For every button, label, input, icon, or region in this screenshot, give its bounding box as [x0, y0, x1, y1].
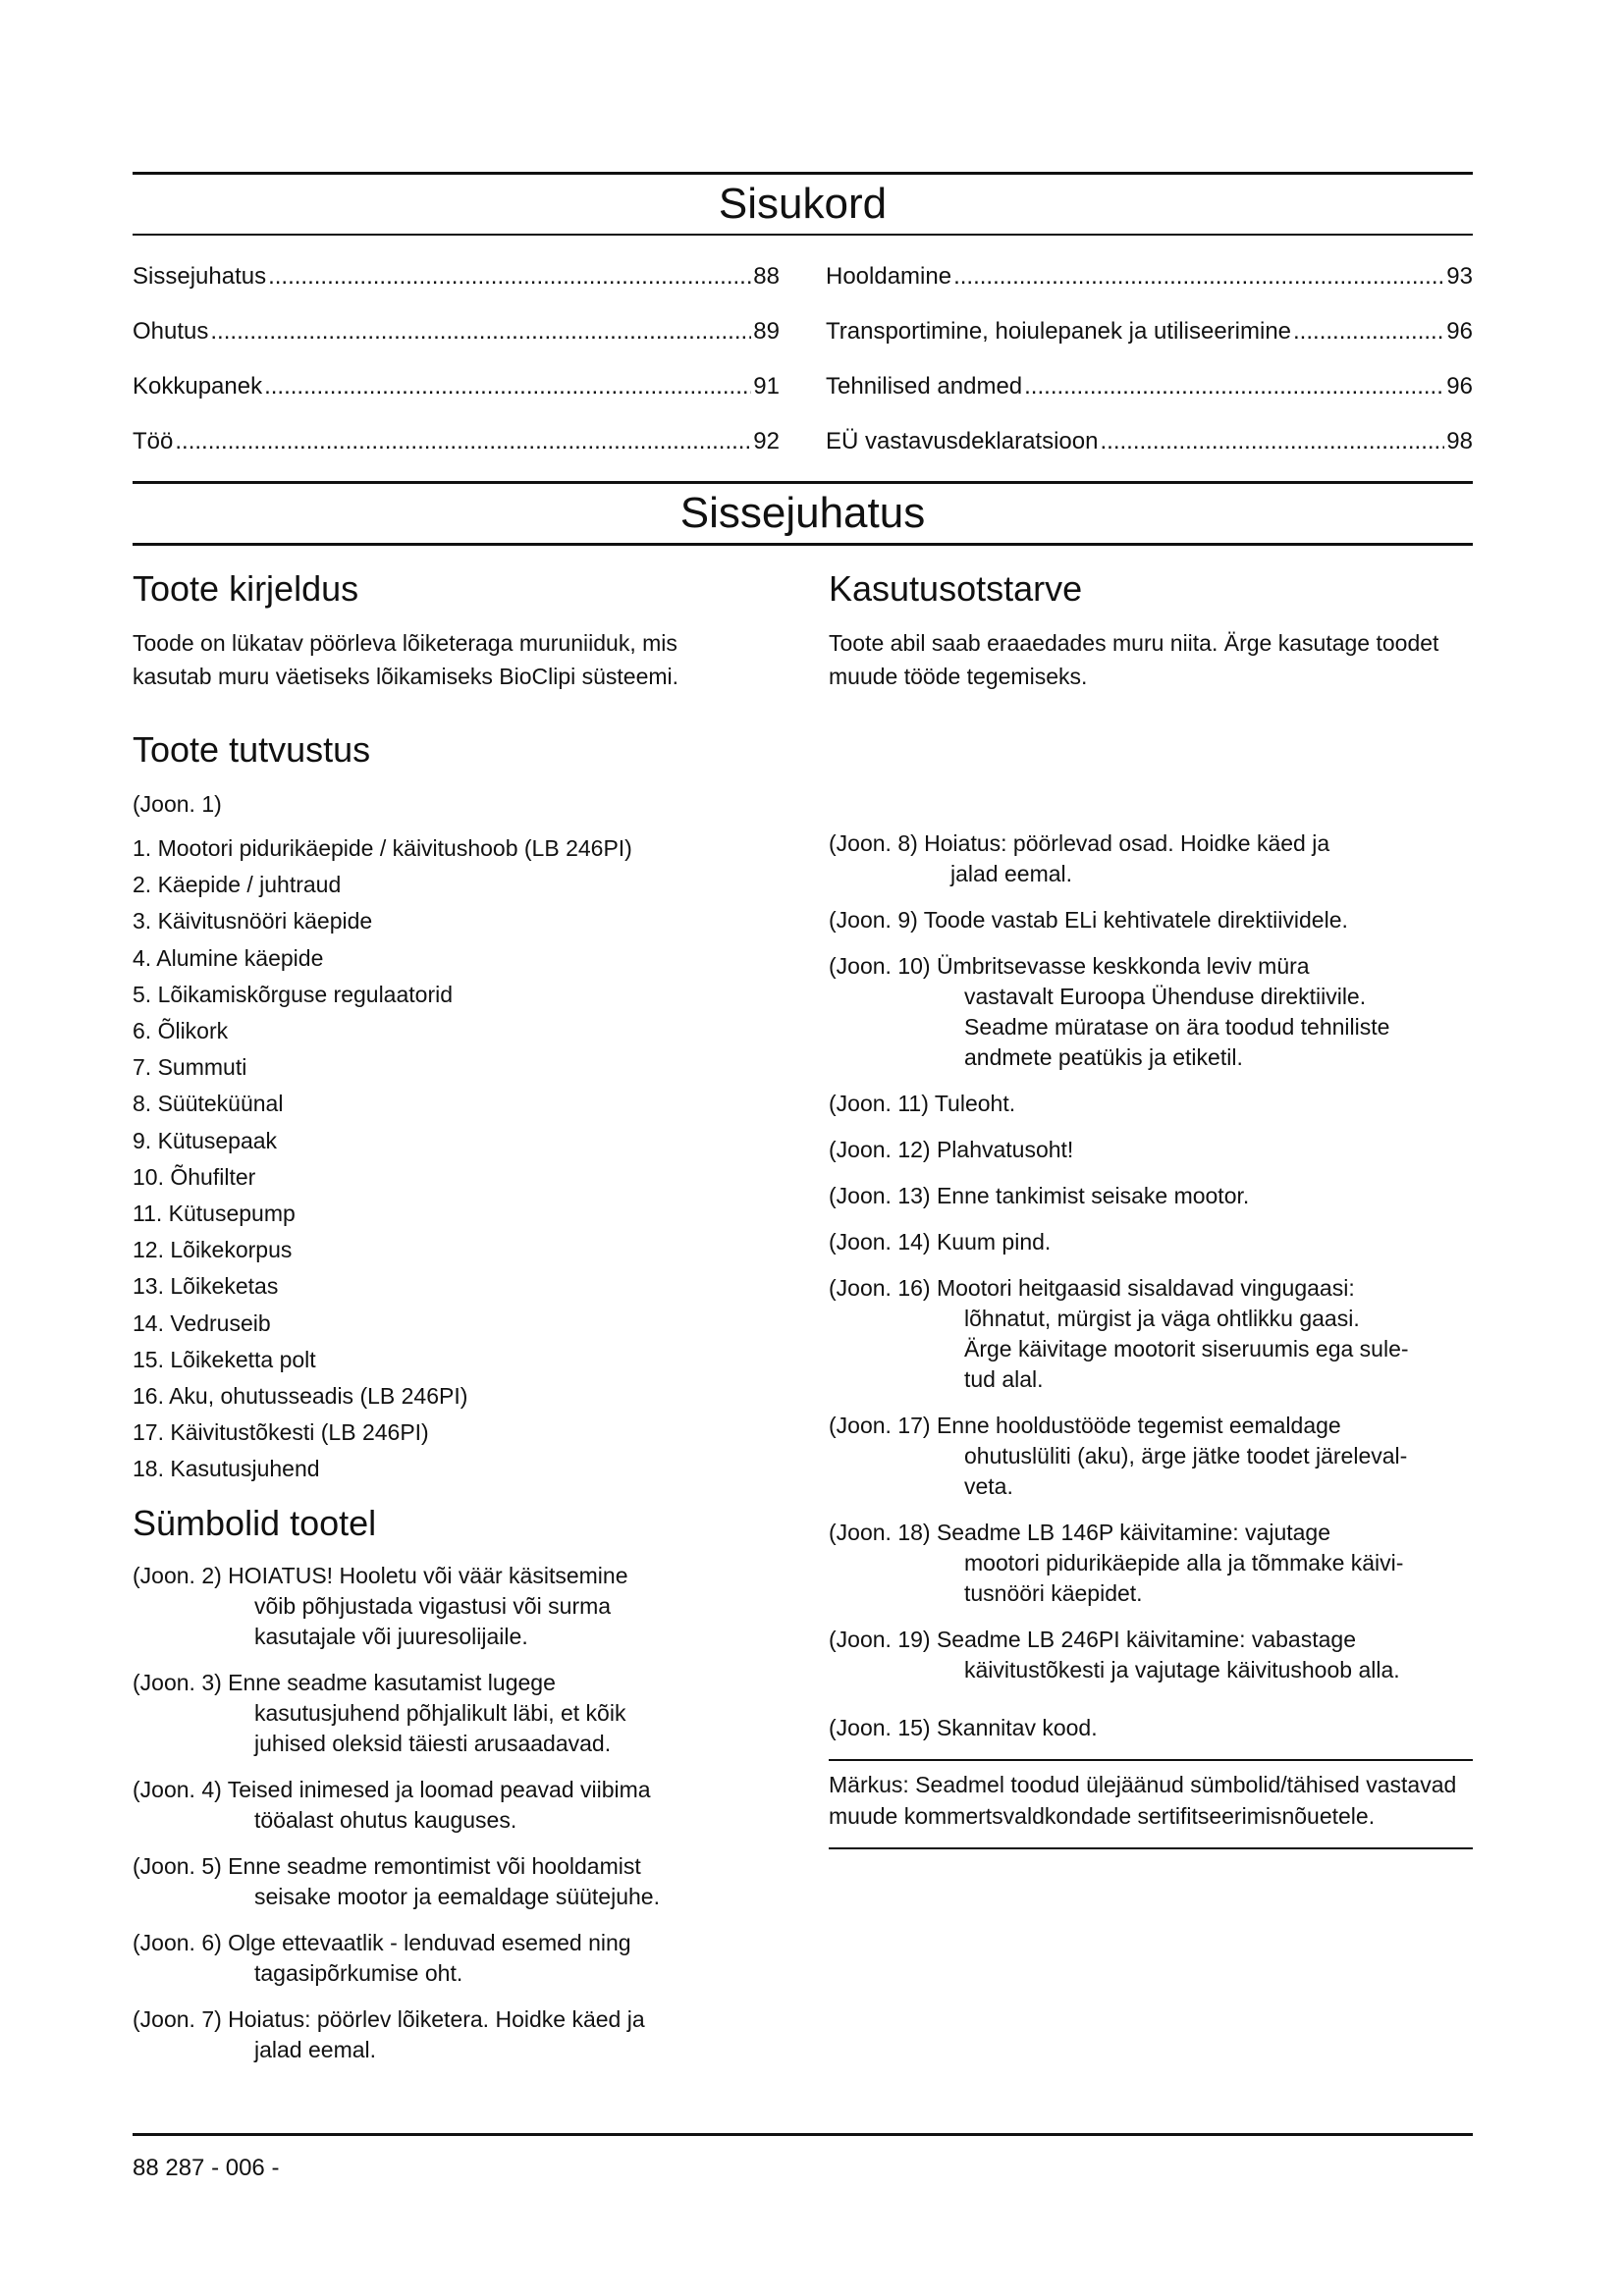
symbol-entry	[133, 2004, 746, 2065]
symbol-text-line: lõhnatut, mürgist ja väga ohtlikku gaasi.	[964, 1306, 1360, 1331]
symbol-entry	[829, 1518, 1473, 1609]
note-label: Märkus:	[829, 1772, 909, 1797]
symbol-text-line: juhised oleksid täiesti arusaadavad.	[254, 1730, 612, 1756]
toc-entry[interactable]	[826, 414, 1473, 469]
symbols-heading: Sümbolid tootel	[133, 1502, 377, 1543]
product-description-heading: Toote kirjeldus	[133, 568, 359, 609]
symbol-text-line: veta.	[964, 1473, 1013, 1499]
symbol-text-line: Ärge käivitage mootorit siseruumis ega sule-	[964, 1336, 1409, 1362]
parts-list-item: 7. Summuti	[133, 1054, 247, 1081]
symbol-entry	[829, 1135, 1473, 1165]
symbol-figure-ref: (Joon. 2)	[133, 1562, 222, 1588]
symbol-text-line: Seadme müratase on ära toodud tehniliste	[964, 1014, 1390, 1040]
symbol-figure-ref: (Joon. 16)	[829, 1275, 931, 1301]
parts-list-item: 12. Lõikekorpus	[133, 1237, 293, 1263]
toc-entry-page: 89	[753, 318, 780, 345]
parts-list-item: 4. Alumine käepide	[133, 944, 324, 971]
symbol-text-line: Kuum pind.	[936, 1229, 1052, 1255]
parts-list-item: 8. Süüteküünal	[133, 1091, 284, 1117]
toc-entry-label: Töö	[133, 428, 174, 454]
toc-leader	[210, 304, 751, 359]
figure-reference: (Joon. 1)	[133, 791, 222, 817]
symbol-text-line: Tuleoht.	[934, 1091, 1016, 1116]
symbol-figure-ref: (Joon. 3)	[133, 1669, 222, 1695]
symbol-entry	[133, 1775, 746, 1836]
symbol-entry	[133, 1561, 746, 1652]
symbol-text-line: tagasipõrkumise oht.	[254, 1959, 463, 1986]
symbol-text-line: Enne seadme kasutamist lugege	[228, 1669, 556, 1695]
toc-leader	[268, 249, 751, 304]
toc-leader	[1293, 304, 1444, 359]
toc-leader	[953, 249, 1444, 304]
toc-entry-page: 96	[1446, 373, 1473, 400]
toc-entry-page: 98	[1446, 428, 1473, 454]
symbol-entry	[133, 1851, 746, 1912]
symbol-figure-ref: (Joon. 10)	[829, 953, 931, 979]
parts-list-item: 5. Lõikamiskõrguse regulaatorid	[133, 981, 454, 1007]
toc-entry-label: EÜ vastavusdeklaratsioon	[826, 428, 1099, 454]
intro-columns	[133, 546, 1473, 2081]
symbol-entry	[829, 1625, 1473, 1685]
parts-list-item: 14. Vedruseib	[133, 1309, 271, 1336]
toc-entry[interactable]	[133, 304, 780, 359]
symbol-entry	[829, 1713, 1473, 1743]
symbol-text-line: Teised inimesed ja loomad peavad viibima	[227, 1776, 651, 1802]
symbol-text-line: Seadme LB 146P käivitamine: vajutage	[936, 1520, 1331, 1545]
symbol-entry	[829, 951, 1473, 1073]
parts-list-item: 3. Käivitusnööri käepide	[133, 908, 373, 934]
symbol-text-line: Toode vastab ELi kehtivatele direktiividele.	[923, 907, 1348, 933]
table-of-contents	[133, 236, 1473, 469]
symbol-figure-ref: (Joon. 7)	[133, 2005, 222, 2032]
toc-entry-page: 91	[753, 373, 780, 400]
toc-right-column	[826, 249, 1473, 469]
symbol-figure-ref: (Joon. 14)	[829, 1229, 931, 1255]
symbols-left-list	[133, 1561, 746, 2065]
intro-left-column	[133, 546, 746, 2081]
symbol-text-line: Enne hooldustööde tegemist eemaldage	[936, 1413, 1341, 1438]
symbol-text-line: Olge ettevaatlik - lenduvad esemed ning	[228, 1929, 631, 1955]
note-box	[829, 1759, 1473, 1849]
symbol-figure-ref: (Joon. 11)	[829, 1091, 929, 1116]
symbol-entry	[829, 905, 1473, 935]
symbol-entry	[829, 828, 1473, 889]
symbol-text-line: Seadme LB 246PI käivitamine: vabastage	[936, 1627, 1356, 1652]
parts-list-item: 2. Käepide / juhtraud	[133, 872, 342, 898]
parts-list-item: 6. Õlikork	[133, 1018, 229, 1044]
symbol-text-line: Enne seadme remontimist või hooldamist	[228, 1852, 641, 1879]
toc-entry-page: 92	[753, 428, 780, 454]
toc-leader	[1024, 359, 1444, 414]
symbol-entry	[829, 1273, 1473, 1395]
toc-entry-page: 96	[1446, 318, 1473, 345]
parts-list-item: 13. Lõikeketas	[133, 1273, 279, 1300]
symbol-figure-ref: (Joon. 5)	[133, 1852, 222, 1879]
toc-title: Sisukord	[718, 180, 888, 228]
symbol-figure-ref: (Joon. 19)	[829, 1627, 931, 1652]
symbol-entry	[133, 1928, 746, 1989]
symbol-text-line: Skannitav kood.	[936, 1715, 1098, 1740]
parts-list-item: 15. Lõikeketta polt	[133, 1346, 316, 1372]
symbol-text-line: Hoiatus: pöörlev lõiketera. Hoidke käed ja	[228, 2005, 645, 2032]
toc-entry-label: Sissejuhatus	[133, 263, 267, 290]
symbol-text-line: jalad eemal.	[254, 2036, 377, 2062]
toc-entry[interactable]	[826, 359, 1473, 414]
symbol-figure-ref: (Joon. 12)	[829, 1137, 931, 1162]
intro-right-column	[829, 546, 1473, 2081]
toc-leader	[1100, 414, 1444, 469]
parts-list-item: 1. Mootori pidurikäepide / käivitushoob (LB 246PI)	[133, 835, 632, 861]
symbol-entry	[133, 1668, 746, 1759]
symbol-text-line: Hoiatus: pöörlevad osad. Hoidke käed ja	[924, 830, 1330, 856]
toc-entry[interactable]	[826, 304, 1473, 359]
intended-use-text: Toote abil saab eraaedades muru niita. Ärge kasutage toodet muude tööde tegemiseks.	[829, 630, 1439, 689]
page-footer: 88 287 - 006 -	[133, 2155, 280, 2181]
product-description-text: Toode on lükatav pöörleva lõiketeraga muruniiduk, mis kasutab muru väetiseks lõikamiseks BioClipi süsteemi.	[133, 630, 679, 689]
note-text: Seadmel toodud ülejäänud sümbolid/tähised vastavad muude kommertsvaldkondade sertifitseerimisnõuetele.	[829, 1772, 1457, 1829]
symbol-text-line: Mootori heitgaasid sisaldavad vingugaasi:	[936, 1275, 1355, 1301]
toc-entry-label: Tehnilised andmed	[826, 373, 1023, 400]
parts-list-item: 10. Õhufilter	[133, 1163, 256, 1190]
intro-title: Sissejuhatus	[679, 489, 926, 537]
symbol-figure-ref: (Joon. 6)	[133, 1929, 222, 1955]
symbol-figure-ref: (Joon. 17)	[829, 1413, 931, 1438]
intended-use-heading: Kasutusotstarve	[829, 568, 1083, 609]
symbol-entry	[829, 1227, 1473, 1257]
symbol-figure-ref: (Joon. 15)	[829, 1715, 931, 1740]
symbol-text-line: kasutusjuhend põhjalikult läbi, et kõik	[254, 1699, 626, 1726]
toc-entry[interactable]	[133, 359, 780, 414]
symbol-figure-ref: (Joon. 8)	[829, 830, 918, 856]
symbol-text-line: ohutuslüliti (aku), ärge jätke toodet järeleval-	[964, 1443, 1408, 1468]
toc-entry-label: Ohutus	[133, 318, 209, 345]
toc-entry[interactable]	[133, 249, 780, 304]
symbol-text-line: käivitustõkesti ja vajutage käivitushoob alla.	[964, 1657, 1400, 1682]
symbol-text-line: vastavalt Euroopa Ühenduse direktiivile.	[964, 984, 1367, 1009]
symbol-figure-ref: (Joon. 4)	[133, 1776, 222, 1802]
parts-list	[133, 830, 746, 1488]
symbol-text-line: tööalast ohutus kauguses.	[254, 1806, 517, 1833]
toc-entry-label: Kokkupanek	[133, 373, 263, 400]
symbol-text-line: Plahvatusoht!	[936, 1137, 1074, 1162]
symbol-text-line: HOIATUS! Hooletu või väär käsitsemine	[228, 1562, 628, 1588]
symbol-figure-ref: (Joon. 13)	[829, 1183, 931, 1208]
symbol-text-line: jalad eemal.	[950, 861, 1073, 886]
product-overview-heading: Toote tutvustus	[133, 729, 371, 770]
parts-list-item: 16. Aku, ohutusseadis (LB 246PI)	[133, 1383, 468, 1410]
footer-rule	[133, 2133, 1473, 2136]
parts-list-item: 17. Käivitustõkesti (LB 246PI)	[133, 1419, 429, 1446]
page	[133, 172, 1473, 2081]
toc-entry[interactable]	[133, 414, 780, 469]
symbol-entry	[829, 1181, 1473, 1211]
parts-list-item: 18. Kasutusjuhend	[133, 1456, 320, 1482]
symbol-text-line: seisake mootor ja eemaldage süütejuhe.	[254, 1883, 660, 1909]
toc-entry-page: 93	[1446, 263, 1473, 290]
toc-entry[interactable]	[826, 249, 1473, 304]
symbol-text-line: Enne tankimist seisake mootor.	[936, 1183, 1250, 1208]
toc-entry-label: Hooldamine	[826, 263, 952, 290]
symbol-entry	[829, 1089, 1473, 1119]
toc-leader	[264, 359, 751, 414]
toc-entry-label: Transportimine, hoiulepanek ja utiliseerimine	[826, 318, 1292, 345]
symbol-text-line: tusnööri käepidet.	[964, 1580, 1143, 1606]
toc-entry-page: 88	[753, 263, 780, 290]
symbol-text-line: andmete peatükis ja etiketil.	[964, 1044, 1243, 1070]
symbol-figure-ref: (Joon. 9)	[829, 907, 918, 933]
symbol-figure-ref: (Joon. 18)	[829, 1520, 931, 1545]
symbol-text-line: mootori pidurikäepide alla ja tõmmake käivi-	[964, 1550, 1404, 1575]
parts-list-item: 11. Kütusepump	[133, 1201, 296, 1227]
toc-left-column	[133, 249, 780, 469]
toc-leader	[175, 414, 751, 469]
symbol-text-line: võib põhjustada vigastusi või surma	[254, 1592, 612, 1619]
symbol-text-line: kasutajale või juuresolijaile.	[254, 1623, 528, 1649]
symbol-text-line: Ümbritsevasse keskkonda leviv müra	[936, 953, 1310, 979]
symbol-entry	[829, 1411, 1473, 1502]
symbol-text-line: tud alal.	[964, 1366, 1044, 1392]
symbols-right-list	[829, 828, 1473, 1743]
parts-list-item: 9. Kütusepaak	[133, 1127, 278, 1153]
